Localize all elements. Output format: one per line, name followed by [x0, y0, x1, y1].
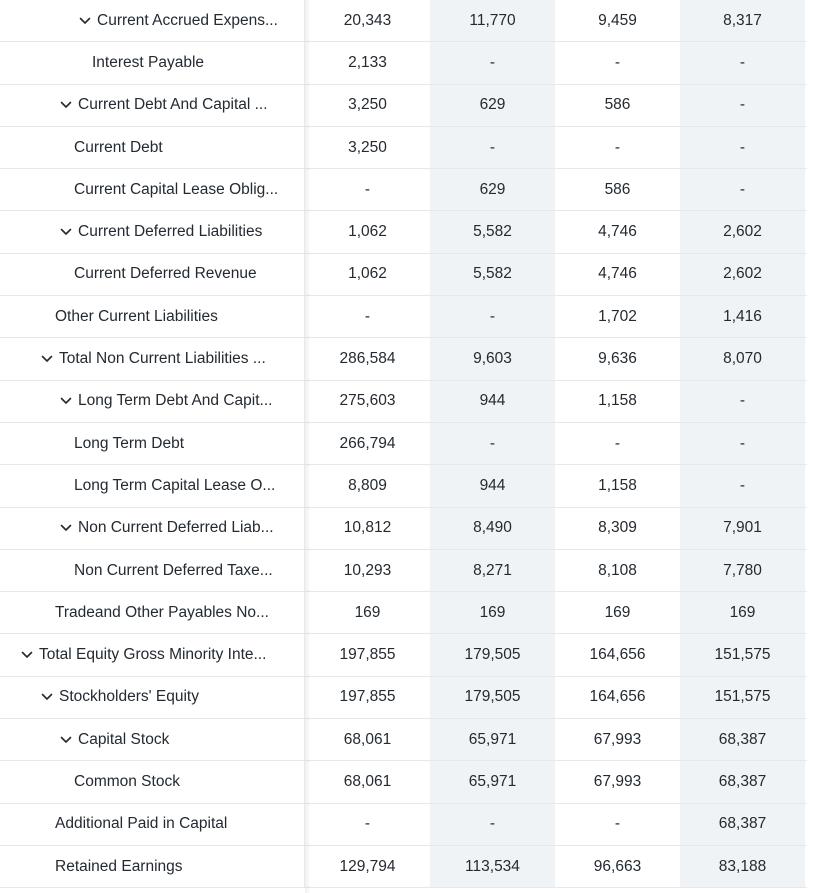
value-cell: 2,133	[348, 53, 387, 71]
row-label-cell[interactable]	[0, 508, 305, 549]
value-cell: 11,770	[430, 0, 555, 41]
row-label: Current Debt	[74, 138, 163, 156]
value-cell: 629	[430, 169, 555, 210]
value-cell: 629	[430, 85, 555, 126]
value-cell: 68,387	[680, 804, 805, 845]
value-cell: 266,794	[339, 434, 396, 452]
row-label-cell	[0, 592, 305, 633]
value-cell: 1,062	[348, 265, 387, 283]
row-label-cell	[0, 846, 305, 887]
value-cell: 83,188	[680, 846, 805, 887]
value-cell: 1,158	[598, 476, 637, 494]
value-cell: 8,271	[430, 550, 555, 591]
table-row	[0, 719, 807, 761]
row-label: Current Debt And Capital ...	[78, 96, 268, 114]
value-cell: 169	[354, 603, 381, 621]
table-row	[0, 211, 807, 253]
value-cell: 96,663	[593, 857, 642, 875]
value-cell: -	[680, 42, 805, 83]
value-cell: 68,061	[343, 730, 392, 748]
value-cell: 179,505	[430, 634, 555, 675]
table-row	[0, 85, 807, 127]
value-cell: -	[430, 127, 555, 168]
value-cell: 586	[604, 180, 631, 198]
row-label: Total Non Current Liabilities ...	[59, 350, 266, 368]
chevron-down-icon[interactable]	[20, 648, 34, 662]
chevron-down-icon[interactable]	[59, 521, 73, 535]
table-row	[0, 338, 807, 380]
row-label-cell[interactable]	[0, 0, 305, 41]
value-cell: -	[680, 423, 805, 464]
table-row	[0, 381, 807, 423]
value-cell: 67,993	[593, 772, 642, 790]
value-cell: -	[680, 465, 805, 506]
row-label: Total Equity Gross Minority Inte...	[39, 646, 267, 664]
row-label-cell[interactable]	[0, 211, 305, 252]
value-cell: 113,534	[430, 846, 555, 887]
value-cell: 2,602	[680, 211, 805, 252]
value-cell: 67,993	[593, 730, 642, 748]
value-cell: 9,603	[430, 338, 555, 379]
row-label-cell	[0, 254, 305, 295]
chevron-down-icon[interactable]	[59, 225, 73, 239]
value-cell: 65,971	[430, 761, 555, 802]
value-cell: 8,070	[680, 338, 805, 379]
row-label-cell	[0, 804, 305, 845]
value-cell: 1,158	[598, 392, 637, 410]
chevron-down-icon[interactable]	[59, 394, 73, 408]
value-cell: -	[430, 296, 555, 337]
value-cell: 8,317	[680, 0, 805, 41]
value-cell: 9,459	[598, 11, 637, 29]
table-row	[0, 169, 807, 211]
table-row	[0, 761, 807, 803]
row-label: Stockholders' Equity	[59, 688, 199, 706]
value-cell: 944	[430, 381, 555, 422]
row-label-cell	[0, 761, 305, 802]
row-label: Current Accrued Expens...	[97, 11, 278, 29]
row-label: Retained Earnings	[55, 857, 183, 875]
value-cell: -	[430, 42, 555, 83]
row-label: Long Term Debt	[74, 434, 184, 452]
row-label: Other Current Liabilities	[55, 307, 218, 325]
value-cell: 197,855	[339, 646, 396, 664]
value-cell: 10,293	[343, 561, 392, 579]
row-label: Non Current Deferred Liab...	[78, 519, 274, 537]
value-cell: 20,343	[343, 11, 392, 29]
row-label: Current Deferred Liabilities	[78, 223, 263, 241]
value-cell: 7,901	[680, 508, 805, 549]
row-label: Tradeand Other Payables No...	[55, 603, 269, 621]
value-cell: 9,636	[598, 350, 637, 368]
value-cell: 68,387	[680, 761, 805, 802]
value-cell: 179,505	[430, 677, 555, 718]
table-row	[0, 508, 807, 550]
value-cell: -	[680, 381, 805, 422]
chevron-down-icon[interactable]	[78, 14, 92, 28]
table-row	[0, 634, 807, 676]
value-cell: 2,602	[680, 254, 805, 295]
table-row	[0, 127, 807, 169]
value-cell: 151,575	[680, 677, 805, 718]
value-cell: -	[364, 815, 371, 833]
value-cell: 7,780	[680, 550, 805, 591]
value-cell: -	[614, 815, 621, 833]
row-label-cell	[0, 296, 305, 337]
value-cell: -	[430, 804, 555, 845]
value-cell: 68,387	[680, 719, 805, 760]
row-label-cell	[0, 169, 305, 210]
value-cell: 275,603	[339, 392, 396, 410]
row-label-cell	[0, 42, 305, 83]
row-label: Long Term Capital Lease O...	[74, 476, 276, 494]
chevron-down-icon[interactable]	[59, 733, 73, 747]
value-cell: 10,812	[343, 519, 392, 537]
value-cell: 151,575	[680, 634, 805, 675]
value-cell: 8,309	[598, 519, 637, 537]
value-cell: 1,702	[598, 307, 637, 325]
row-label: Interest Payable	[92, 53, 205, 71]
table-row	[0, 592, 807, 634]
row-label: Current Deferred Revenue	[74, 265, 257, 283]
table-row	[0, 677, 807, 719]
value-cell: 5,582	[430, 211, 555, 252]
value-cell: 164,656	[589, 688, 646, 706]
value-cell: 286,584	[339, 350, 396, 368]
value-cell: -	[614, 434, 621, 452]
table-row	[0, 423, 807, 465]
table-row	[0, 550, 807, 592]
row-label-cell	[0, 465, 305, 506]
value-cell: 8,108	[598, 561, 637, 579]
row-label-cell[interactable]	[0, 338, 305, 379]
row-label: Non Current Deferred Taxe...	[74, 561, 273, 579]
value-cell: -	[680, 85, 805, 126]
value-cell: -	[430, 423, 555, 464]
value-cell: 3,250	[348, 138, 387, 156]
value-cell: 4,746	[598, 223, 637, 241]
value-cell: 68,061	[343, 772, 392, 790]
value-cell: 8,490	[430, 508, 555, 549]
table-row	[0, 804, 807, 846]
row-label-cell[interactable]	[0, 85, 305, 126]
row-label-cell[interactable]	[0, 677, 305, 718]
value-cell: 169	[604, 603, 631, 621]
value-cell: 1,416	[680, 296, 805, 337]
value-cell: 164,656	[589, 646, 646, 664]
row-label-cell	[0, 423, 305, 464]
table-row	[0, 42, 807, 84]
value-cell: 944	[430, 465, 555, 506]
chevron-down-icon[interactable]	[40, 690, 54, 704]
row-label: Additional Paid in Capital	[55, 815, 228, 833]
chevron-down-icon[interactable]	[40, 352, 54, 366]
value-cell: 169	[430, 592, 555, 633]
value-cell: 65,971	[430, 719, 555, 760]
chevron-down-icon[interactable]	[59, 98, 73, 112]
row-label-cell[interactable]	[0, 634, 305, 675]
value-cell: 169	[680, 592, 805, 633]
row-label-cell[interactable]	[0, 719, 305, 760]
value-cell: 8,809	[348, 476, 387, 494]
value-cell: -	[680, 169, 805, 210]
value-cell: 3,250	[348, 96, 387, 114]
table-row	[0, 254, 807, 296]
value-cell: 4,746	[598, 265, 637, 283]
value-cell: -	[614, 53, 621, 71]
row-label: Capital Stock	[78, 730, 170, 748]
table-row	[0, 0, 807, 42]
row-label: Current Capital Lease Oblig...	[74, 180, 279, 198]
table-row	[0, 296, 807, 338]
value-cell: 586	[604, 96, 631, 114]
value-cell: -	[680, 127, 805, 168]
table-row	[0, 846, 807, 888]
value-cell: 197,855	[339, 688, 396, 706]
value-cell: 5,582	[430, 254, 555, 295]
value-cell: -	[364, 180, 371, 198]
row-label-cell	[0, 550, 305, 591]
value-cell: 129,794	[339, 857, 396, 875]
row-label-cell[interactable]	[0, 381, 305, 422]
value-cell: 1,062	[348, 223, 387, 241]
value-cell: -	[614, 138, 621, 156]
row-label-cell	[0, 127, 305, 168]
row-label: Common Stock	[74, 772, 180, 790]
row-label: Long Term Debt And Capit...	[78, 392, 273, 410]
table-row	[0, 465, 807, 507]
value-cell: -	[364, 307, 371, 325]
